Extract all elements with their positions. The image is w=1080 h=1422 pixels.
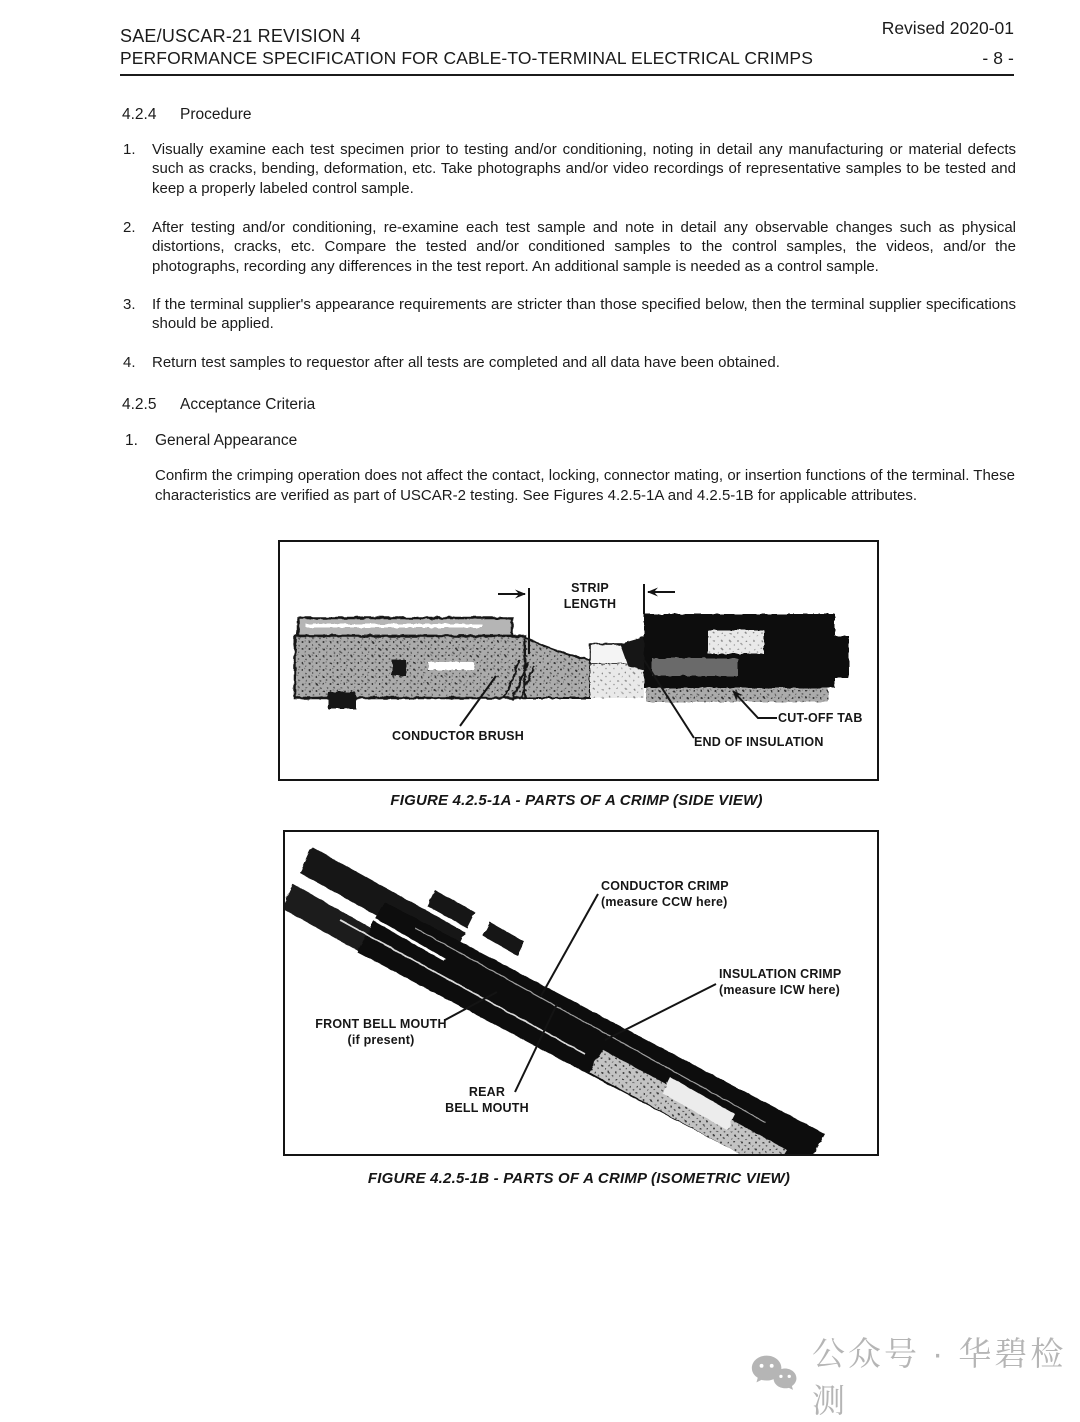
crimped-terminal-art (285, 847, 825, 1154)
item-text: If the terminal supplier's appearance requirements are stricter than those specified below, then the terminal supplier specifications should be applied. (152, 296, 1016, 333)
strip-length-label (546, 580, 634, 613)
watermark (750, 1328, 1080, 1422)
procedure-item-4 (123, 353, 1016, 372)
procedure-item-2 (123, 218, 1016, 276)
front-bell-mouth-line1: FRONT BELL MOUTH (315, 1017, 447, 1031)
section-number: 4.2.4 (122, 106, 157, 123)
conductor-crimp-line2: (measure CCW here) (601, 895, 728, 910)
item-text: Return test samples to requestor after all tests are completed and all data have been obtained. (152, 354, 780, 371)
general-appearance-heading (125, 432, 297, 450)
insulation-crimp-line1: INSULATION CRIMP (719, 967, 842, 981)
rear-bell-mouth-line1: REAR (468, 1085, 506, 1099)
figure-side-view-caption: FIGURE 4.2.5-1A - PARTS OF A CRIMP (SIDE VIEW) (390, 792, 763, 809)
item-title: General Appearance (155, 432, 298, 449)
item-number: 2. (123, 219, 136, 236)
doc-subtitle: PERFORMANCE SPECIFICATION FOR CABLE-TO-TERMINAL ELECTRICAL CRIMPS (120, 48, 813, 68)
page-number: - 8 - (982, 48, 1014, 68)
conductor-crimp-line1: CONDUCTOR CRIMP (601, 879, 729, 893)
section-number: 4.2.5 (122, 396, 157, 413)
item-number: 1. (123, 141, 136, 158)
procedure-item-1 (123, 140, 1016, 198)
front-bell-mouth-line2: (if present) (347, 1033, 415, 1048)
item-text: After testing and/or conditioning, re-examine each test sample and note in detail any observable changes such as physical distortions, cracks, etc. Compare the tested and/or conditioned samples to the control samples, the videos, and/or the photographs, recording any differences in the test report. An additional sample is needed as a control sample. (152, 219, 1016, 275)
conductor-brush-label: CONDUCTOR BRUSH (392, 729, 524, 743)
terminal-body-art (295, 614, 849, 709)
watermark-text: 公众号 · 华碧检测 (812, 1335, 1067, 1419)
header-subtitle-row (120, 48, 1014, 76)
figure-isometric-caption: FIGURE 4.2.5-1B - PARTS OF A CRIMP (ISOMETRIC VIEW) (367, 1170, 791, 1187)
conductor-crimp-label (601, 878, 729, 911)
section-heading-acceptance (122, 396, 315, 414)
procedure-item-3 (123, 295, 1016, 334)
figure-isometric-view (283, 830, 879, 1156)
end-of-insulation-label: END OF INSULATION (694, 735, 824, 749)
cut-off-tab-label: CUT-OFF TAB (778, 711, 863, 725)
insulation-crimp-line2: (measure ICW here) (719, 983, 840, 998)
front-bell-mouth-label (313, 1016, 449, 1049)
section-title: Procedure (180, 106, 252, 123)
item-text: Visually examine each test specimen prior to testing and/or conditioning, noting in detail any manufacturing or material defects such as cracks, bending, deformation, etc. Take photographs and/or video recordings of representative samples to be tested and keep a properly labeled control sample. (152, 141, 1016, 197)
doc-title: SAE/USCAR-21 REVISION 4 (120, 26, 361, 46)
item-number: 1. (125, 432, 138, 449)
acceptance-paragraph: Confirm the crimping operation does not affect the contact, locking, connector mating, or insertion functions of the terminal. These characteristics are verified as part of USCAR-2 testing. See Figures 4.2.5-1A and 4.2.5-1B for applicable attributes. (155, 467, 1015, 504)
wechat-icon (750, 1352, 798, 1398)
rear-bell-mouth-label (437, 1084, 537, 1117)
section-heading-procedure (122, 106, 252, 124)
revision-date: Revised 2020-01 (881, 18, 1014, 38)
strip-length-line2: LENGTH (563, 597, 617, 612)
section-title: Acceptance Criteria (180, 396, 316, 413)
insulation-crimp-label (719, 966, 841, 999)
rear-bell-mouth-line2: BELL MOUTH (445, 1101, 529, 1116)
item-number: 4. (123, 354, 136, 371)
item-number: 3. (123, 296, 136, 313)
strip-length-line1: STRIP (571, 581, 609, 595)
figure-side-view (278, 540, 879, 781)
